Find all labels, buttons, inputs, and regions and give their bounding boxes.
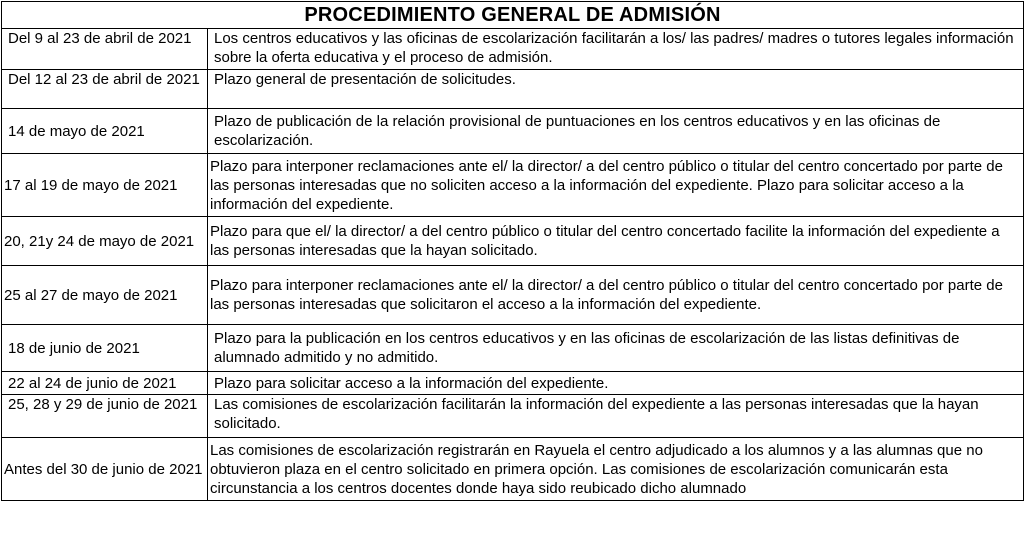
table-title: PROCEDIMIENTO GENERAL DE ADMISIÓN [2,2,1024,29]
table-row [2,29,1024,70]
row-description: Plazo para que el/ la director/ a del centro público o titular del centro concertado facilite la información del expediente a las personas interesadas que la hayan solicitado. [208,217,1024,266]
table-row [2,438,1024,501]
row-date: Antes del 30 de junio de 2021 [2,438,208,501]
row-date: Del 12 al 23 de abril de 2021 [2,70,208,109]
row-description: Los centros educativos y las oficinas de escolarización facilitarán a los/ las padres/ madres o tutores legales información sobre la oferta educativa y el proceso de admisión. [208,29,1024,70]
table-row [2,266,1024,325]
table-row [2,395,1024,438]
row-description: Plazo de publicación de la relación provisional de puntuaciones en los centros educativos y en las oficinas de escolarización. [208,109,1024,154]
table-row [2,372,1024,395]
table-row [2,217,1024,266]
row-date: 20, 21y 24 de mayo de 2021 [2,217,208,266]
row-description: Las comisiones de escolarización facilitarán la información del expediente a las personas interesadas que la hayan solicitado. [208,395,1024,438]
row-date: 14 de mayo de 2021 [2,109,208,154]
row-date: 22 al 24 de junio de 2021 [2,372,208,395]
admission-procedure-table [1,1,1024,501]
row-description: Plazo para solicitar acceso a la información del expediente. [208,372,1024,395]
row-description: Plazo para interponer reclamaciones ante el/ la director/ a del centro público o titular del centro concertado por parte de las personas interesadas que no soliciten acceso a la información del expediente. Plazo para solicitar acceso a la información del expediente. [208,154,1024,217]
table-row [2,109,1024,154]
admission-table-container [1,1,1023,543]
row-description: Las comisiones de escolarización registrarán en Rayuela el centro adjudicado a los alumnos y a las alumnas que no obtuvieron plaza en el centro solicitado en primera opción. Las comisiones de escolarización comunicarán esta circunstancia a los centros docentes donde haya sido reubicado dicho alumnado [208,438,1024,501]
row-description: Plazo para interponer reclamaciones ante el/ la director/ a del centro público o titular del centro concertado por parte de las personas interesadas que solicitaron el acceso a la información del expediente. [208,266,1024,325]
row-date: 25, 28 y 29 de junio de 2021 [2,395,208,438]
table-row [2,154,1024,217]
row-date: 17 al 19 de mayo de 2021 [2,154,208,217]
row-date: 25 al 27 de mayo de 2021 [2,266,208,325]
table-row [2,325,1024,372]
row-description: Plazo general de presentación de solicitudes. [208,70,1024,109]
row-date: Del 9 al 23 de abril de 2021 [2,29,208,70]
table-row [2,70,1024,109]
row-date: 18 de junio de 2021 [2,325,208,372]
row-description: Plazo para la publicación en los centros educativos y en las oficinas de escolarización de las listas definitivas de alumnado admitido y no admitido. [208,325,1024,372]
